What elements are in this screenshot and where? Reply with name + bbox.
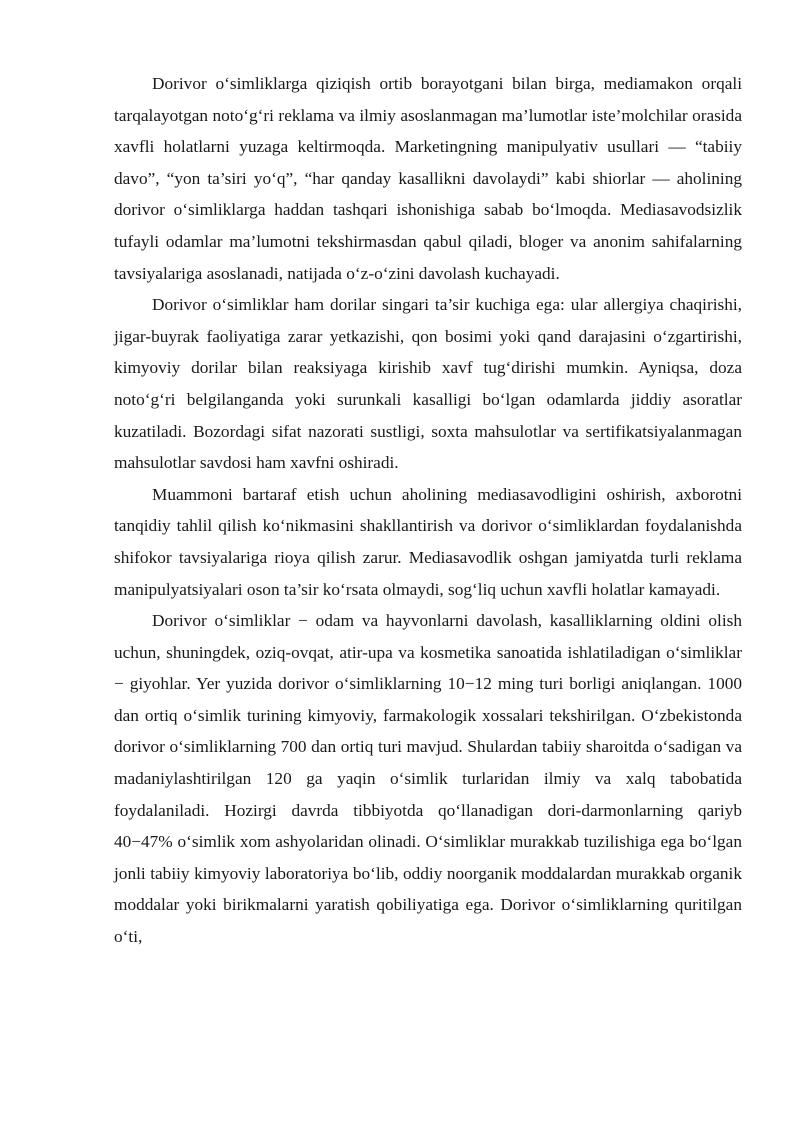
document-page [114, 68, 742, 953]
paragraph-side-effects: Dorivor o‘simliklar ham dorilar singari ta’sir kuchiga ega: ular allergiya chaqirishi, jigar-buyrak faoliyatiga zarar yetkazishi, qon bosimi yoki qand darajasini o‘zgartirishi, kimyoviy dorilar bilan reaksiyaga kirishib xavf tug‘dirishi mumkin. Ayniqsa, doza noto‘g‘ri belgilanganda yoki surunkali kasalligi bo‘lgan odamlarda jiddiy asoratlar kuzatiladi. Bozordagi sifat nazorati sustligi, soxta mahsulotlar va sertifikatsiyalanmagan mahsulotlar savdosi ham xavfni oshiradi. [114, 295, 742, 473]
paragraph-definition: Dorivor o‘simliklar − odam va hayvonlarni davolash, kasalliklarning oldini olish uchun, shuningdek, oziq-ovqat, atir-upa va kosmetika sanoatida ishlatiladigan o‘simliklar − giyohlar. Yer yuzida dorivor o‘simliklarning 10−12 ming turi borligi aniqlangan. 1000 dan ortiq o‘simlik turining kimyoviy, farmakologik xossalari tekshirilgan. O‘zbekistonda dorivor o‘simliklarning 700 dan ortiq turi mavjud. Shulardan tabiiy sharoitda o‘sadigan va madaniylashtirilgan 120 ga yaqin o‘simlik turlaridan ilmiy va xalq tabobatida foydalaniladi. Hozirgi davrda tibbiyotda qo‘llanadigan dori-darmonlarning qariyb 40−47% o‘simlik xom ashyolaridan olinadi. O‘simliklar murakkab tuzilishiga ega bo‘lgan jonli tabiiy kimyoviy laboratoriya bo‘lib, oddiy noorganik moddalardan murakkab organik moddalar yoki birikmalarni yaratish qobiliyatiga ega. Dorivor o‘simliklarning quritilgan o‘ti, [114, 611, 742, 947]
paragraph-media-literacy: Muammoni bartaraf etish uchun aholining mediasavodligini oshirish, axborotni tanqidiy tahlil qilish ko‘nikmasini shakllantirish va dorivor o‘simliklardan foydalanishda shifokor tavsiyalariga rioya qilish zarur. Mediasavodlik oshgan jamiyatda turli reklama manipulyatsiyalari oson ta’sir ko‘rsata olmaydi, sog‘liq uchun xavfli holatlar kamayadi. [114, 484, 742, 599]
paragraph-misinformation: Dorivor o‘simliklarga qiziqish ortib borayotgani bilan birga, mediamakon orqali tarqalayotgan noto‘g‘ri reklama va ilmiy asoslanmagan ma’lumotlar iste’molchilar orasida xavfli holatlarni yuzaga keltirmoqda. Marketingning manipulyativ usullari — “tabiiy davo”, “yon ta’siri yo‘q”, “har qanday kasallikni davolaydi” kabi shiorlar — aholining dorivor o‘simliklarga haddan tashqari ishonishiga sabab bo‘lmoqda. Mediasavodsizlik tufayli odamlar ma’lumotni tekshirmasdan qabul qiladi, bloger va anonim sahifalarning tavsiyalariga asoslanadi, natijada o‘z-o‘zini davolash kuchayadi. [114, 74, 742, 283]
